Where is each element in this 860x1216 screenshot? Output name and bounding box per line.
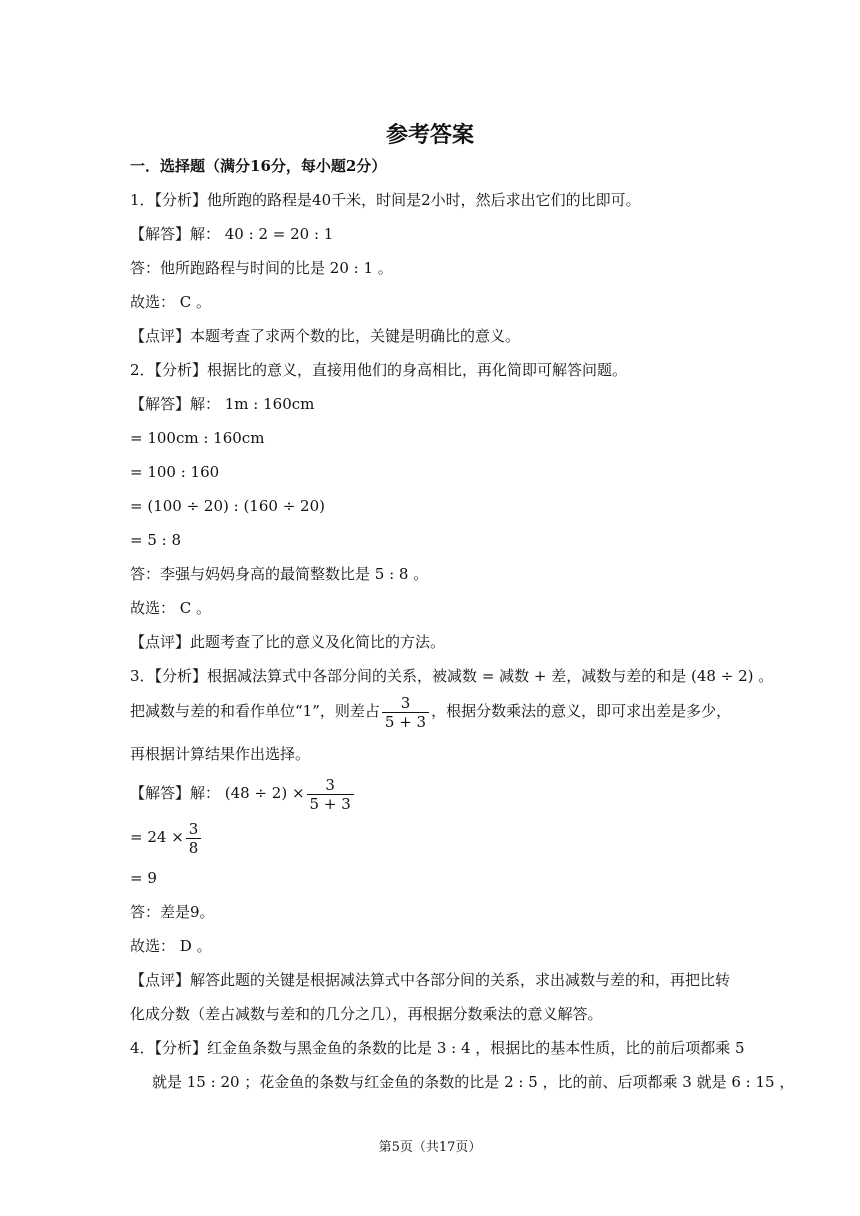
page-footer: 第5页（共17页） (378, 1140, 482, 1155)
q2-answer: 答：李强与妈妈身高的最简整数比是 5 : 8 。 (130, 565, 429, 583)
fraction-denominator: 5 + 3 (309, 794, 351, 813)
q3-step-2: = 9 (130, 869, 157, 887)
fraction-denominator: 5 + 3 (384, 712, 427, 731)
q1-solution: 【解答】解： 40 : 2 = 20 : 1 (130, 225, 334, 243)
q2-analysis: 2．【分析】根据比的意义，直接用他们的身高相比，再化简即可解答问题。 (130, 361, 628, 379)
q3-step-1-text: = 24 × (130, 828, 184, 846)
q3-text-a: 把减数与差的和看作单位“1”，则差占 (130, 702, 380, 720)
q3-analysis-end: 再根据计算结果作出选择。 (130, 745, 311, 763)
q2-step-3: = (100 ÷ 20) : (160 ÷ 20) (130, 497, 325, 515)
fraction-numerator: 3 (382, 694, 429, 713)
fraction (186, 820, 202, 857)
q3-solution-text: 【解答】解： (48 ÷ 2) × (130, 784, 305, 802)
q2-step-4: = 5 : 8 (130, 531, 182, 549)
section-heading: 一．选择题（满分16分，每小题2分） (130, 157, 387, 175)
q3-analysis-cont (130, 692, 731, 731)
q1-analysis: 1．【分析】他所跑的路程是40千米，时间是2小时，然后求出它们的比即可。 (130, 191, 641, 209)
q2-solution: 【解答】解： 1m : 160cm (130, 395, 315, 413)
q1-answer: 答：他所跑路程与时间的比是 20 : 1 。 (130, 259, 393, 277)
q3-solution (130, 774, 356, 813)
q3-answer: 答：差是9。 (130, 903, 215, 921)
fraction-denominator: 8 (188, 838, 199, 857)
fraction (307, 776, 354, 813)
q2-comment: 【点评】此题考查了比的意义及化简比的方法。 (130, 633, 446, 651)
q3-step-1 (130, 818, 203, 857)
fraction-numerator: 3 (186, 820, 202, 839)
q3-analysis: 3．【分析】根据减法算式中各部分间的关系，被减数 = 减数 + 差，减数与差的和是 (48 ÷ 2) 。 (130, 667, 774, 685)
q3-choice: 故选： D 。 (130, 937, 212, 955)
q4-analysis-cont: 就是 15 : 20 ；花金鱼的条数与红金鱼的条数的比是 2 : 5 ，比的前、后项都乘 3 就是 6 : 15 ， (152, 1073, 795, 1091)
q2-choice: 故选： C 。 (130, 599, 212, 617)
q2-step-1: = 100cm : 160cm (130, 429, 265, 447)
q1-comment: 【点评】本题考查了求两个数的比，关键是明确比的意义。 (130, 327, 521, 345)
q3-comment: 【点评】解答此题的关键是根据减法算式中各部分间的关系，求出减数与差的和，再把比转 (130, 971, 731, 989)
fraction-numerator: 3 (307, 776, 354, 795)
q2-step-2: = 100 : 160 (130, 463, 220, 481)
q1-choice: 故选： C 。 (130, 293, 212, 311)
fraction (382, 694, 429, 731)
q4-analysis: 4．【分析】红金鱼条数与黑金鱼的条数的比是 3 : 4 ，根据比的基本性质，比的前后项都乘 5 (130, 1039, 745, 1057)
q3-text-b: ，根据分数乘法的意义，即可求出差是多少， (431, 702, 732, 720)
q3-comment-cont: 化成分数（差占减数与差和的几分之几），再根据分数乘法的意义解答。 (130, 1005, 603, 1023)
page-title: 参考答案 (385, 123, 474, 148)
